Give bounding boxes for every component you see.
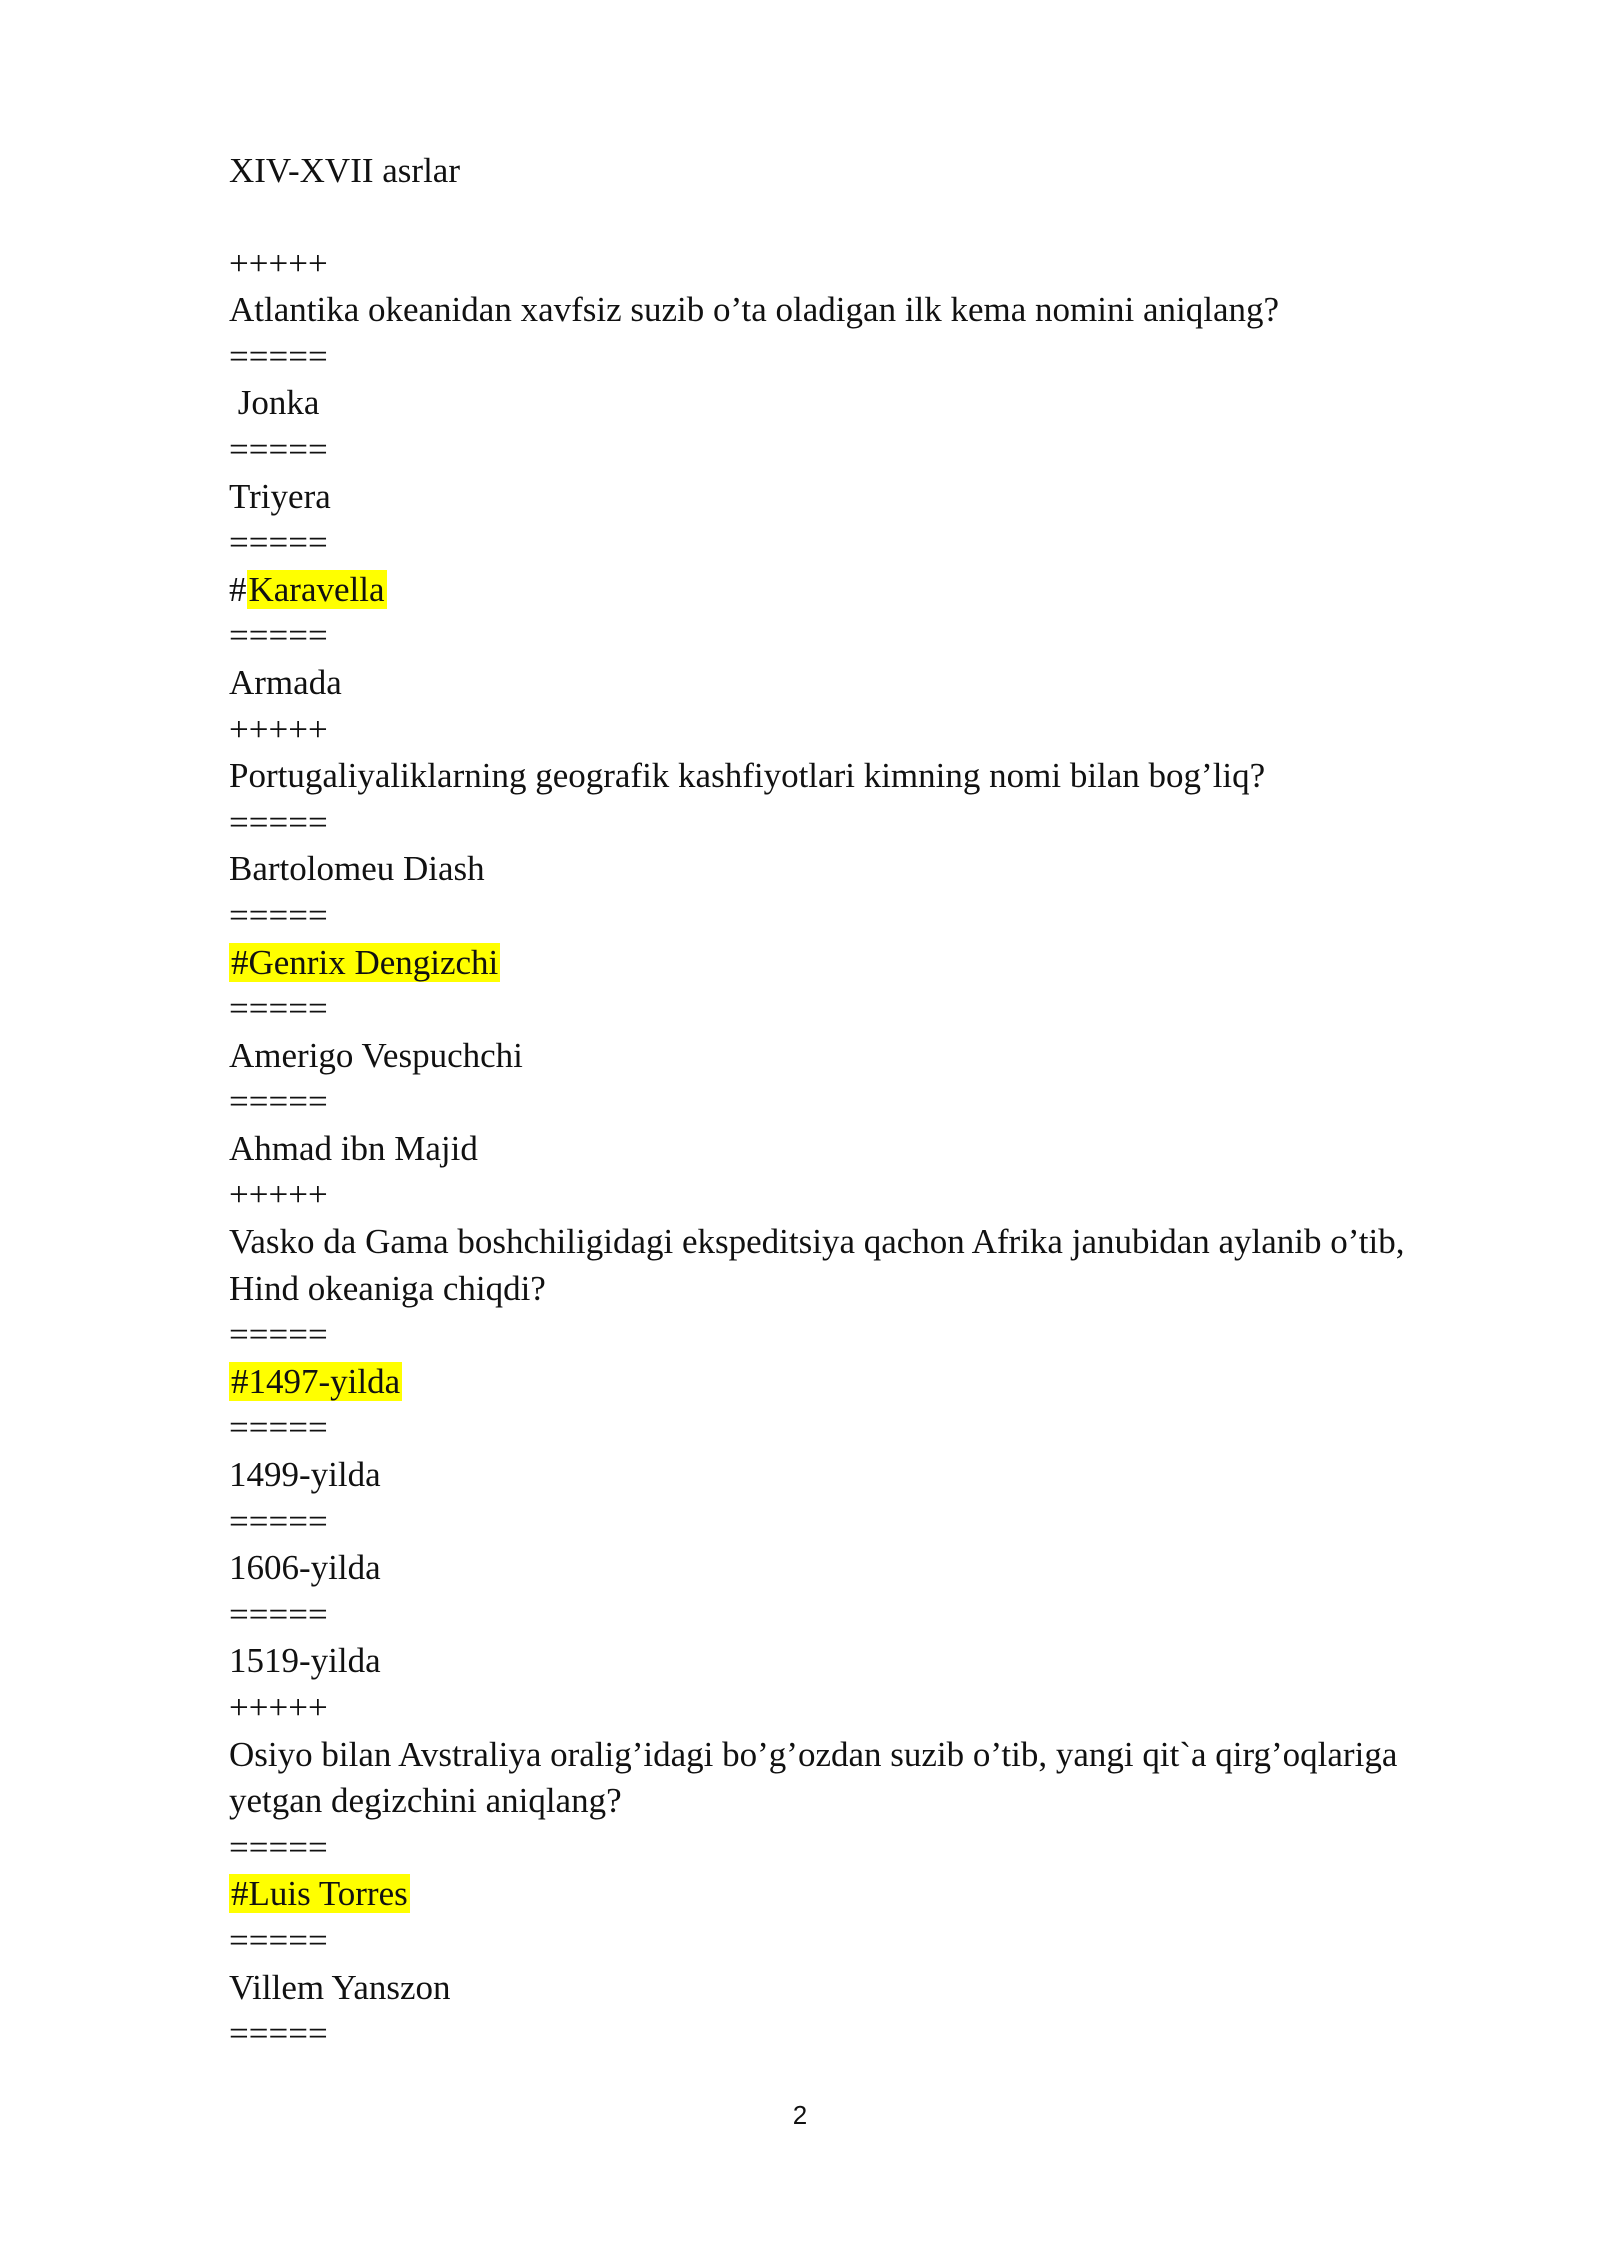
highlighted-answer: #1497-yilda (231, 1361, 401, 1401)
answer-option: Triyera (229, 476, 331, 516)
question-delimiter: +++++ (229, 1688, 328, 1727)
answer-option: Jonka (229, 383, 320, 423)
option-delimiter: ===== (229, 802, 328, 842)
document-content (229, 148, 1429, 2058)
question-delimiter: +++++ (229, 243, 328, 283)
option-delimiter: ===== (229, 523, 328, 563)
question-text: Portugaliyaliklarning geografik kashfiyotlari kimning nomi bilan bog’liq? (229, 756, 1266, 796)
question-text: Osiyo bilan Avstraliya oralig’idagi bo’g’ozdan suzib o’tib, yangi qit`a qirg’oqlariga yetgan degizchini aniqlang? (229, 1734, 1398, 1821)
option-delimiter: ===== (229, 895, 328, 935)
correct-answer-option (229, 567, 1429, 614)
answer-option: Ahmad ibn Majid (229, 1128, 478, 1168)
option-delimiter: ===== (229, 1594, 328, 1634)
option-delimiter: ===== (229, 1827, 328, 1867)
answer-option: 1519-yilda (229, 1641, 381, 1681)
question-text: Vasko da Gama boshchiligidagi ekspeditsiya qachon Afrika janubidan aylanib o’tib, Hind okeaniga chiqdi? (229, 1222, 1405, 1308)
correct-answer-option (229, 940, 1429, 987)
option-delimiter: ===== (229, 2014, 328, 2054)
answer-option: Armada (229, 662, 342, 702)
correct-marker: # (229, 569, 247, 609)
answer-option: Villem Yanszon (229, 1967, 451, 2007)
highlighted-answer: Karavella (248, 569, 385, 609)
option-delimiter: ===== (229, 1501, 328, 1541)
highlighted-answer: #Luis Torres (231, 1874, 408, 1914)
answer-option: 1606-yilda (229, 1548, 381, 1588)
option-delimiter: ===== (229, 1408, 328, 1448)
question-delimiter: +++++ (229, 709, 328, 749)
question-delimiter: +++++ (229, 1175, 328, 1215)
option-delimiter: ===== (229, 429, 328, 469)
correct-answer-option (229, 1871, 1429, 1918)
option-delimiter: ===== (229, 989, 328, 1029)
option-delimiter: ===== (229, 1315, 328, 1355)
correct-answer-option (229, 1359, 1429, 1406)
highlighted-answer: #Genrix Dengizchi (231, 942, 499, 982)
page-number: 2 (792, 2100, 808, 2130)
option-delimiter: ===== (229, 336, 328, 376)
option-delimiter: ===== (229, 1082, 328, 1122)
answer-option: Bartolomeu Diash (229, 849, 485, 889)
option-delimiter: ===== (229, 1920, 328, 1960)
answer-option: 1499-yilda (229, 1455, 381, 1495)
option-delimiter: ===== (229, 616, 328, 656)
section-title: XIV-XVII asrlar (229, 151, 460, 190)
answer-option: Amerigo Vespuchchi (229, 1035, 523, 1075)
question-text: Atlantika okeanidan xavfsiz suzib o’ta oladigan ilk kema nomini aniqlang? (229, 290, 1280, 330)
